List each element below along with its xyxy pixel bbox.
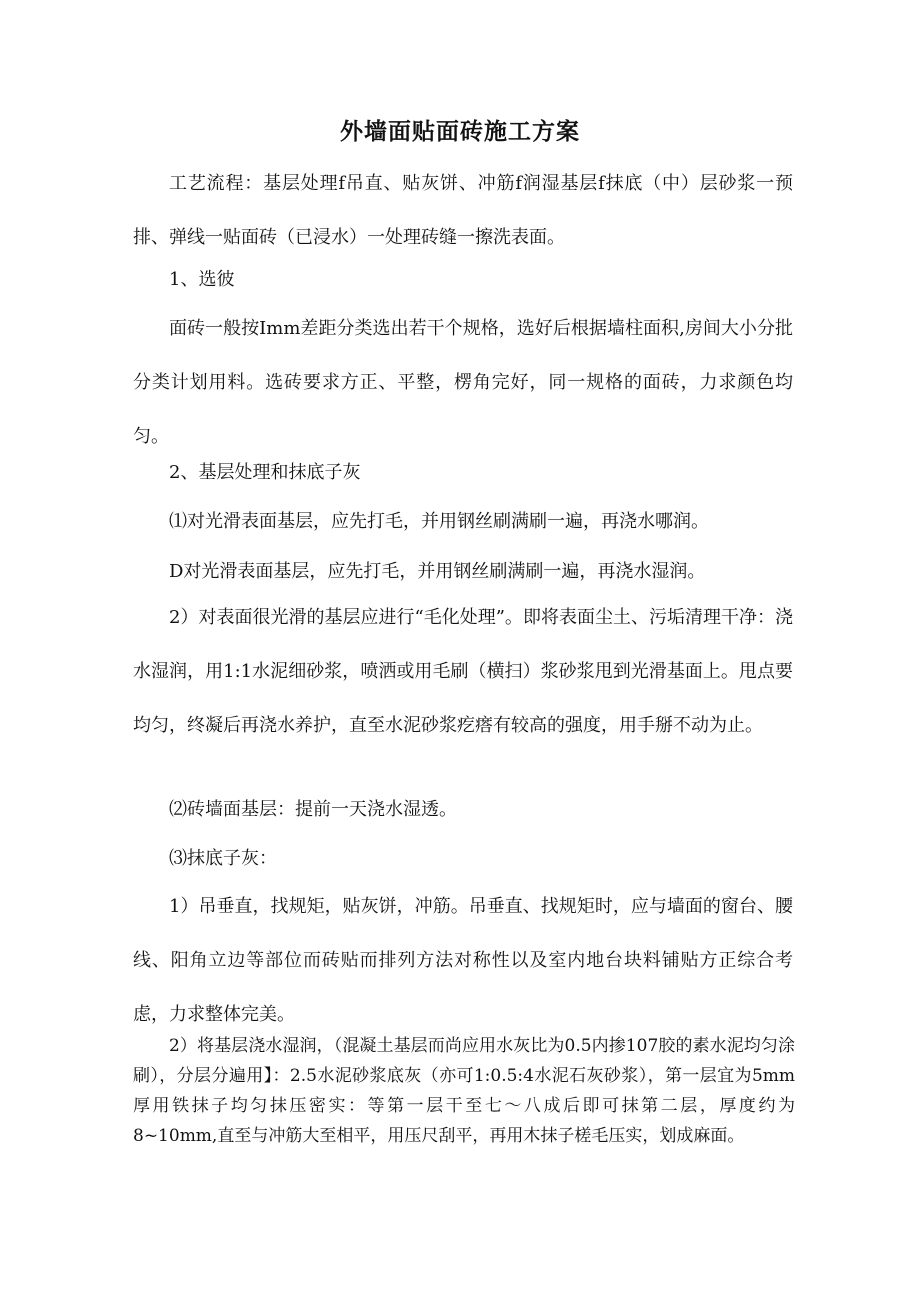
paragraph-roughening: 2）对表面很光滑的基层应进行“毛化处理”。即将表面尘土、污垢清理干净：浇水湿润，用1:1水泥细砂浆，喷洒或用毛刷（横扫）浆砂浆甩到光滑基面上。甩点要均匀，终凝后再浇水养护，直至水泥砂浆疙瘩有较高的强度，用手掰不动为止。 [133,607,793,736]
document-title: 外墙面贴面砖施工方案 [340,119,580,145]
paragraph-wet-and-plaster: 2）将基层浇水湿润，（混凝土基层而尚应用水灰比为0.5内掺107胶的素水泥均匀涂刷），分层分遍用】：2.5水泥砂浆底灰（亦可1:0.5:4水泥石灰砂浆），第一层宜为5mm厚用铁抹子均匀抹压密实：等第一层干至七～八成后即可抹第二层，厚度约为8~10mm,直至与冲筋大至相平，用压尺刮平，再用木抹子槎毛压实，划成麻面。 [133,1036,795,1146]
paragraph-plumb-and-square: 1）吊垂直，找规矩，贴灰饼，冲筋。吊垂直、找规矩时，应与墙面的窗台、腰线、阳角立边等部位而砖贴而排列方法对称性以及室内地台块料铺贴方正综合考虑，力求整体完美。 [133,896,793,1025]
paragraph-brick-wall-base: ⑵砖墙面基层：提前一天浇水湿透。 [169,799,457,820]
paragraph-process-flow: 工艺流程：基层处理f吊直、贴灰饼、冲筋f润湿基层f抹底（中）层砂浆一预排、弹线一贴面砖（已浸水）一处理砖缝一擦洗表面。 [133,173,793,248]
paragraph-heading-base-treatment: 2、基层处理和抹底子灰 [169,462,361,483]
paragraph-heading-base-coat: ⑶抹底子灰： [169,848,277,869]
paragraph-heading-select: 1、选彼 [169,269,235,290]
paragraph-select-tiles: 面砖一般按Imm差距分类选出若干个规格，选好后根据墙柱面积,房间大小分批分类计划用料。选砖要求方正、平整，楞角完好，同一规格的面砖，力求颜色均匀。 [133,318,793,447]
paragraph-item-1-smooth: ⑴对光滑表面基层，应先打毛，并用钢丝刷满刷一遍，再浇水哪润。 [169,511,709,532]
paragraph-item-1-smooth-repeat: D对光滑表面基层，应先打毛，并用钢丝刷满刷一遍，再浇水湿润。 [169,561,706,582]
